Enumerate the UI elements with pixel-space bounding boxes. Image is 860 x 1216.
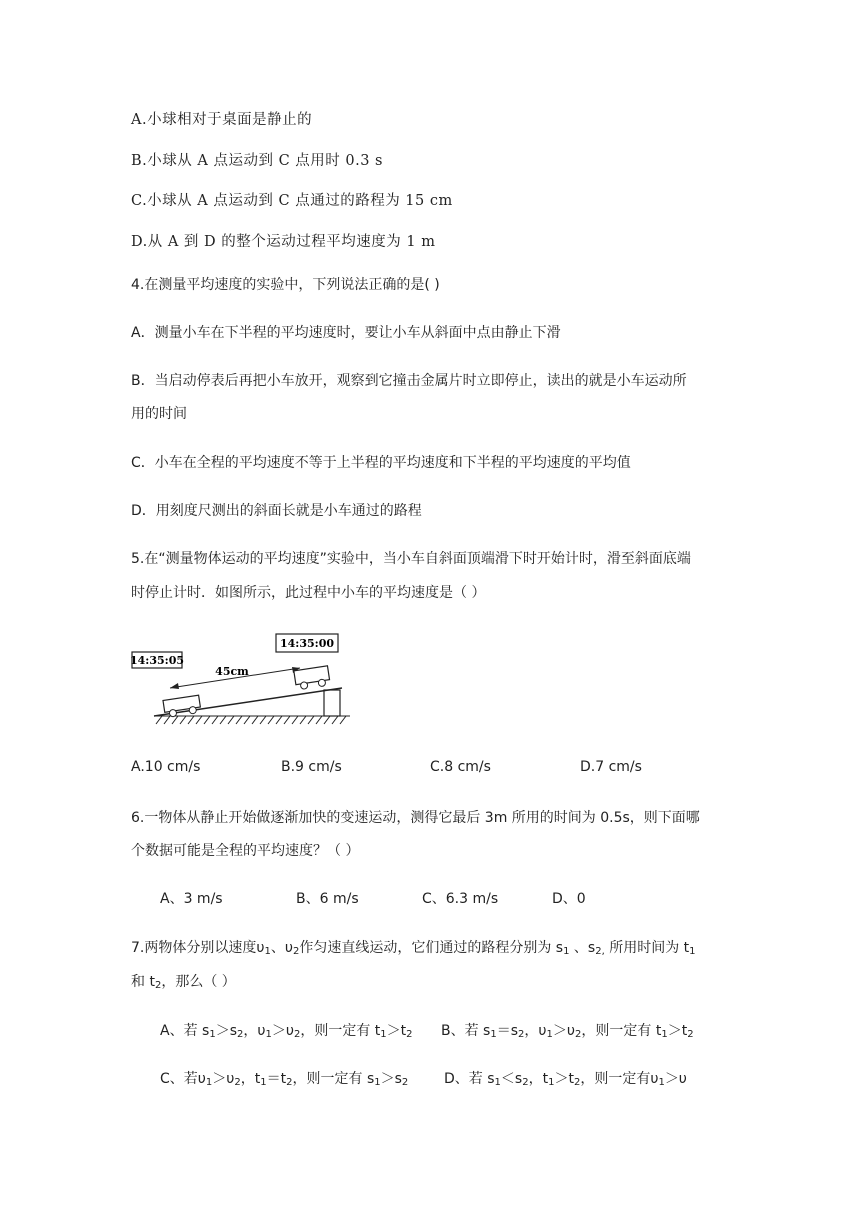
q7-stem-line2: 和 $t_2$，那么（ ） xyxy=(131,974,236,991)
q4-option-b-line2: 用的时间 xyxy=(131,406,187,422)
q4-option-c: C．小车在全程的平均速度不等于上半程的平均速度和下半程的平均速度的平均值 xyxy=(131,455,631,471)
q6-stem-line2: 个数据可能是全程的平均速度？（ ） xyxy=(131,843,360,859)
q5-option-b: B.9 cm/s xyxy=(281,759,342,775)
q6-stem-line1: 6.一物体从静止开始做逐渐加快的变速运动，测得它最后 3m 所用的时间为 0.5s，则下面哪 xyxy=(131,810,700,826)
q3-option-a: A.小球相对于桌面是静止的 xyxy=(131,112,313,128)
q6-option-b: B、6 m/s xyxy=(296,891,359,907)
q7-option-b: B、若 $s_1=s_2$，$\upsilon_1>\upsilon_2$，则一定有 $t_1>t_2$ xyxy=(441,1023,694,1040)
clock-top-label: 14:35:00 xyxy=(279,637,335,650)
q3-option-d: D.从 A 到 D 的整个运动过程平均速度为 1 m xyxy=(131,234,436,250)
q5-option-d: D.7 cm/s xyxy=(580,759,642,775)
q3-option-c: C.小球从 A 点运动到 C 点通过的路程为 15 cm xyxy=(131,193,453,209)
q7-option-a: A、若 $s_1>s_2$，$\upsilon_1>\upsilon_2$，则一定有 $t_1>t_2$ xyxy=(160,1023,413,1040)
q5-option-a: A.10 cm/s xyxy=(131,759,201,775)
distance-label: 45cm xyxy=(215,665,249,678)
q4-option-a: A．测量小车在下半程的平均速度时，要让小车从斜面中点由静止下滑 xyxy=(131,325,561,341)
q4-stem: 4.在测量平均速度的实验中，下列说法正确的是( ) xyxy=(131,277,440,293)
q6-option-c: C、6.3 m/s xyxy=(422,891,499,907)
q6-option-a: A、3 m/s xyxy=(160,891,223,907)
q3-option-b: B.小球从 A 点运动到 C 点用时 0.3 s xyxy=(131,153,383,169)
ground-hatching xyxy=(154,716,350,724)
q4-option-d: D．用刻度尺测出的斜面长就是小车通过的路程 xyxy=(131,503,422,519)
q7-stem-line1: 7.两物体分别以速度$\upsilon_1$、$\upsilon_2$作匀速直线运动，它们通过的路程分别为 $s_1$ 、$s_{2,}$ 所用时间为 $t_1$ xyxy=(131,940,696,957)
cart-top xyxy=(294,666,331,690)
clock-bottom-label: 14:35:05 xyxy=(129,654,185,667)
q5-stem-line2: 时停止计时．如图所示，此过程中小车的平均速度是（ ） xyxy=(131,585,486,601)
q7-option-d: D、若 $s_1<s_2$，$t_1>t_2$，则一定有$\upsilon_1>\upsilon$ xyxy=(444,1071,687,1088)
q4-option-b-line1: B．当启动停表后再把小车放开，观察到它撞击金属片时立即停止，读出的就是小车运动所 xyxy=(131,373,687,389)
incline-cart-figure xyxy=(128,628,358,728)
q5-option-c: C.8 cm/s xyxy=(430,759,491,775)
q7-option-c: C、若$\upsilon_1>\upsilon_2$，$t_1=t_2$，则一定有 $s_1>s_2$ xyxy=(160,1071,409,1088)
q5-stem-line1: 5.在“测量物体运动的平均速度”实验中，当小车自斜面顶端滑下时开始计时，滑至斜面底端 xyxy=(131,551,691,567)
support-block xyxy=(324,690,340,716)
q6-option-d: D、0 xyxy=(552,891,586,907)
